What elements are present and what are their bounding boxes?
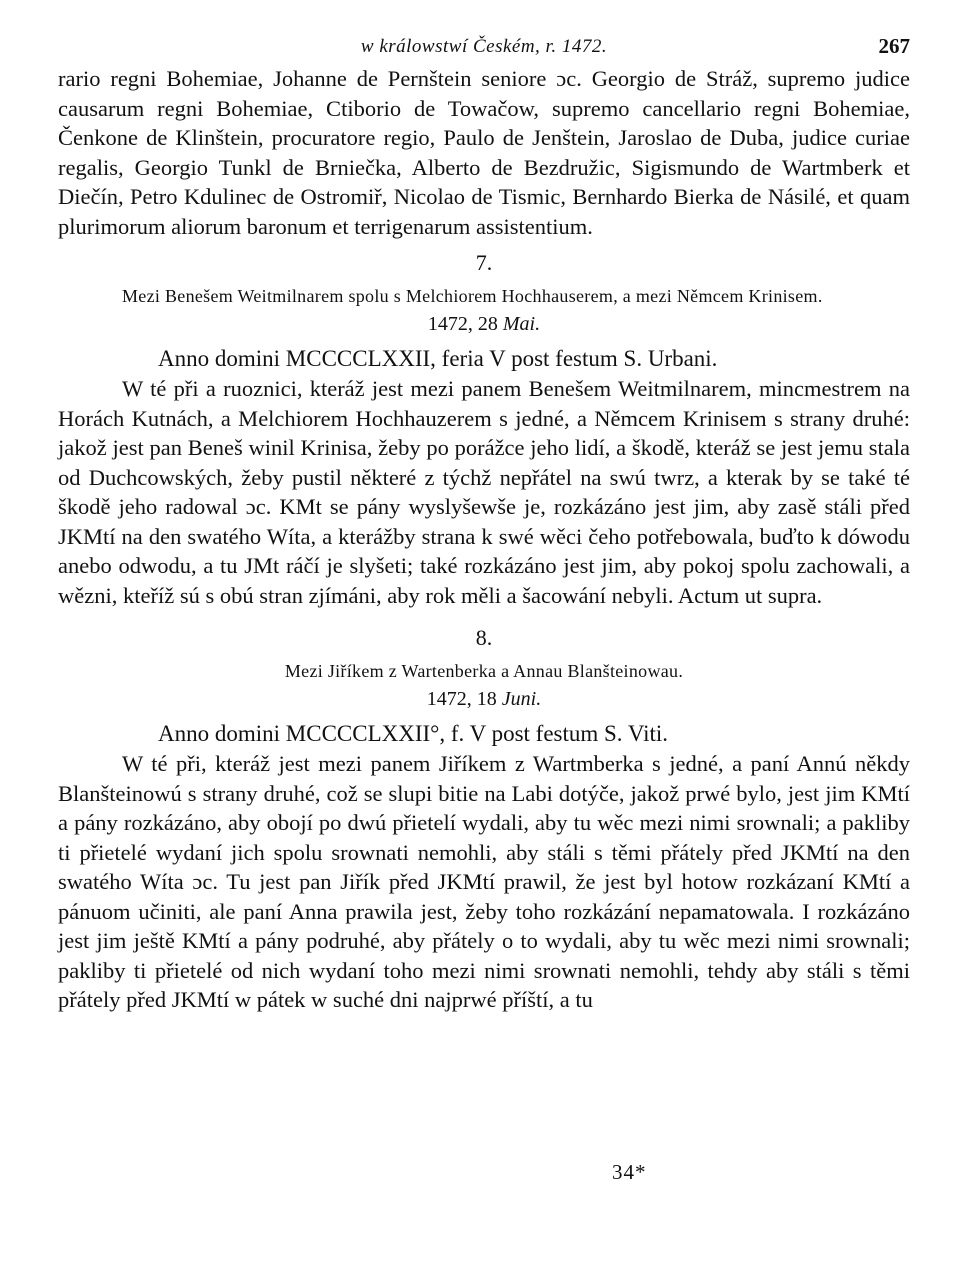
document-opening-7: Anno domini MCCCCLXXII, feria V post festum S. Urbani. [158,346,718,371]
document-body-8: W té při, kteráž jest mezi panem Jiříkem z Wartmberka s jedné, a paní Annú někdy Blanšteinowú s strany druhé, což se slupi bitie na Labi dotýče, jakož prwé bylo, jest jim KMtí a pány rozkázáno, aby obojí po dwú přietelí wydali, aby tu wěc mezi nimi srownali; a pakliby ti přietelé wydaní jich spolu srownati nemohli, aby stáli s těmi přátely před JKMtí na den swatého Wíta ɔc. Tu jest pan Jiřík před JKMtí prawil, že jest byl hotow rozkázaní KMtí a pánuom učiniti, ale paní Anna prawila jest, žeby toho rozkázání nepamatowala. I rozkázáno jest jim ještě KMtí a pány podruhé, aby přátely o to wydali, aby tu wěc mezi nimi srownali; pakliby ti přietelé od nich wydaní toho mezi nimi srownati nemohli, tehdy aby stáli s těmi přátely před JKMtí w pátek w suché dni najprwé příští, a tu [58,751,910,1012]
running-head [58,30,910,64]
document-date-8 [58,685,910,713]
intro-paragraph: rario regni Bohemiae, Johanne de Pernštein seniore ɔc. Georgio de Stráž, supremo judice causarum regni Bohemiae, Ctiborio de Towačow, supremo cancellario regni Bohemiae, Čenkone de Klinštein, procuratore regio, Paulo de Jenštein, Jaroslao de Duba, judice curiae regalis, Georgio Tunkl de Brniečka, Alberto de Bezdružic, Sigismundo de Wartmberk et Diečín, Petro Kdulinec de Ostromiř, Nicolao de Tismic, Bernhardo Bierka de Násilé, et quam plurimorum aliorum baronum et terrigenarum assistentium. [58,66,910,239]
page-number: 267 [878,34,910,58]
date-year-day: 1472, 28 [427,313,498,335]
document-heading-8: Mezi Jiříkem z Wartenberka a Annau Blanšteinowau. [284,661,684,681]
document-number-7: 7. [475,250,493,275]
running-title: w králowstwí Českém, r. 1472. [360,36,608,57]
document-opening-8: Anno domini MCCCCLXXII°, f. V post festum S. Viti. [158,721,669,746]
date-month: Juni. [501,688,542,710]
document-date-7 [58,310,910,338]
document-number-8: 8. [475,625,493,650]
book-page [58,30,910,1250]
date-month: Mai. [502,313,541,335]
date-year-day: 1472, 18 [426,688,497,710]
document-heading-7: Mezi Benešem Weitmilnarem spolu s Melchiorem Hochhauserem, a mezi Němcem Krinisem. [122,286,823,306]
signature-mark: 34* [612,1160,647,1184]
document-body-7: W té při a ruoznici, kteráž jest mezi panem Benešem Weitmilnarem, mincmestrem na Horách Kutnách, a Melchiorem Hochhauzerem s jedné, a Němcem Krinisem s strany druhé: jakož jest pan Beneš winil Krinisa, žeby po porážce jeho lidí, a škodě, kteráž se jest jemu stala od Duchcowských, žeby pustil některé z týchž nepřátel na swú twrz, a kterak by se také té škodě jeho radowal ɔc. KMt se pány wyslyšewše je, rozkázáno jest jim, aby zasě stáli před JKMtí na den swatého Wíta, a kterážby strana k swé wěci čeho potřebowala, buďto k dówodu anebo odwodu, a tu JMt ráčí je slyšeti; také rozkázáno jest jim, aby pokoj spolu zachowali, a wězni, kteříž sú s obú stran zjímáni, aby rok měli a šacowání nebyli. Actum ut supra. [58,376,910,608]
